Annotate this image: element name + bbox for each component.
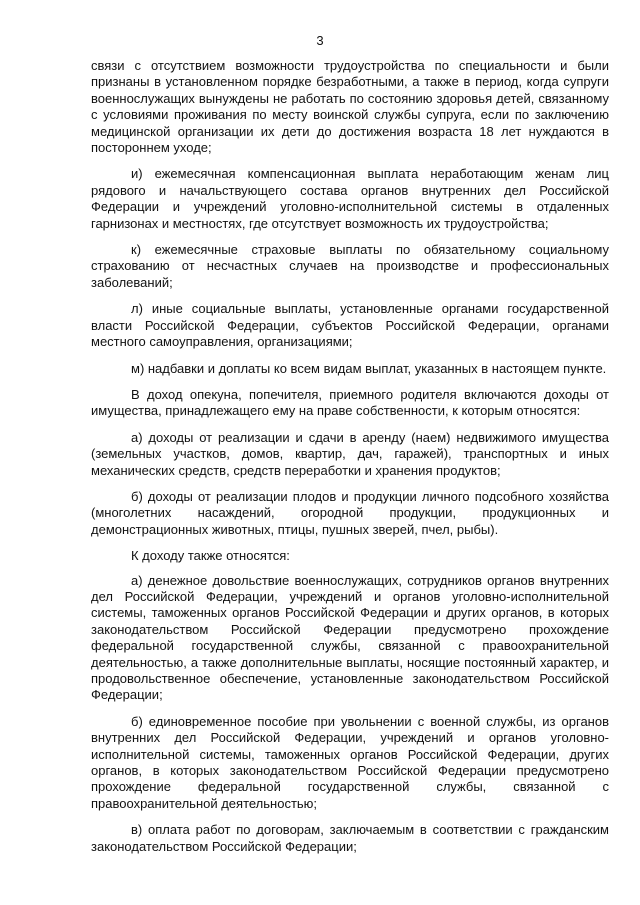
paragraph-guardian-income: В доход опекуна, попечителя, приемного родителя включаются доходы от имущества, принадлежащего ему на праве собственности, к которым относятся: xyxy=(91,386,609,419)
paragraph-property-income-b: б) доходы от реализации плодов и продукции личного подсобного хозяйства (многолетних насаждений, огородной продукции, продукционных и демонстрационных животных, птицы, пушных зверей, пчел, рыбы). xyxy=(91,488,609,537)
paragraph-item-k: к) ежемесячные страховые выплаты по обязательному социальному страхованию от несчастных случаев на производстве и профессиональных заболеваний; xyxy=(91,242,609,290)
page-number: 3 xyxy=(316,33,324,48)
paragraph-also-income-v: в) оплата работ по договорам, заключаемым в соответствии с гражданским законодательством Российской Федерации; xyxy=(91,822,609,854)
paragraph-item-l: л) иные социальные выплаты, установленные органами государственной власти Российской Федерации, субъектов Российской Федерации, органами местного самоуправления, организациями; xyxy=(91,301,609,350)
paragraph-also-income: К доходу также относятся: xyxy=(131,548,290,564)
paragraph-also-income-b: б) единовременное пособие при увольнении с военной службы, из органов внутренних дел Российской Федерации, учреждений и органов уголовно-исполнительной системы, таможенных органов Российской Федерации, других органов, в которых законодательством Российской Федерации предусмотрено прохождение федеральной государственной службы, связанной с правоохранительной деятельностью; xyxy=(91,713,609,811)
paragraph-item-m: м) надбавки и доплаты ко всем видам выплат, указанных в настоящем пункте. xyxy=(131,360,607,376)
document-body xyxy=(91,58,609,865)
paragraph-item-i: и) ежемесячная компенсационная выплата неработающим женам лиц рядового и начальствующего состава органов внутренних дел Российской Федерации и учреждений уголовно-исполнительной системы в отдаленных гарнизонах и местностях, где отсутствует возможность их трудоустройства; xyxy=(91,166,609,231)
paragraph-property-income-a: а) доходы от реализации и сдачи в аренду (наем) недвижимого имущества (земельных участков, домов, квартир, дач, гаражей), транспортных и иных механических средств, средств переработки и хранения продуктов; xyxy=(91,429,609,478)
paragraph-also-income-a: а) денежное довольствие военнослужащих, сотрудников органов внутренних дел Российской Федерации, учреждений и органов уголовно-исполнительной системы, таможенных органов Российской Федерации и других органов, в которых законодательством Российской Федерации предусмотрено прохождение федеральной государственной службы, связанной с правоохранительной деятельностью, а также дополнительные выплаты, носящие постоянный характер, и продовольственное обеспечение, установленные законодательством Российской Федерации; xyxy=(91,572,609,703)
paragraph-continuation: связи с отсутствием возможности трудоустройства по специальности и были признаны в установленном порядке безработными, а также в период, когда супруги военнослужащих вынуждены не работать по состоянию здоровья детей, связанному с условиями проживания по месту воинской службы супруга, если по заключению медицинской организации их дети до достижения возраста 18 лет нуждаются в постороннем уходе; xyxy=(91,58,609,156)
